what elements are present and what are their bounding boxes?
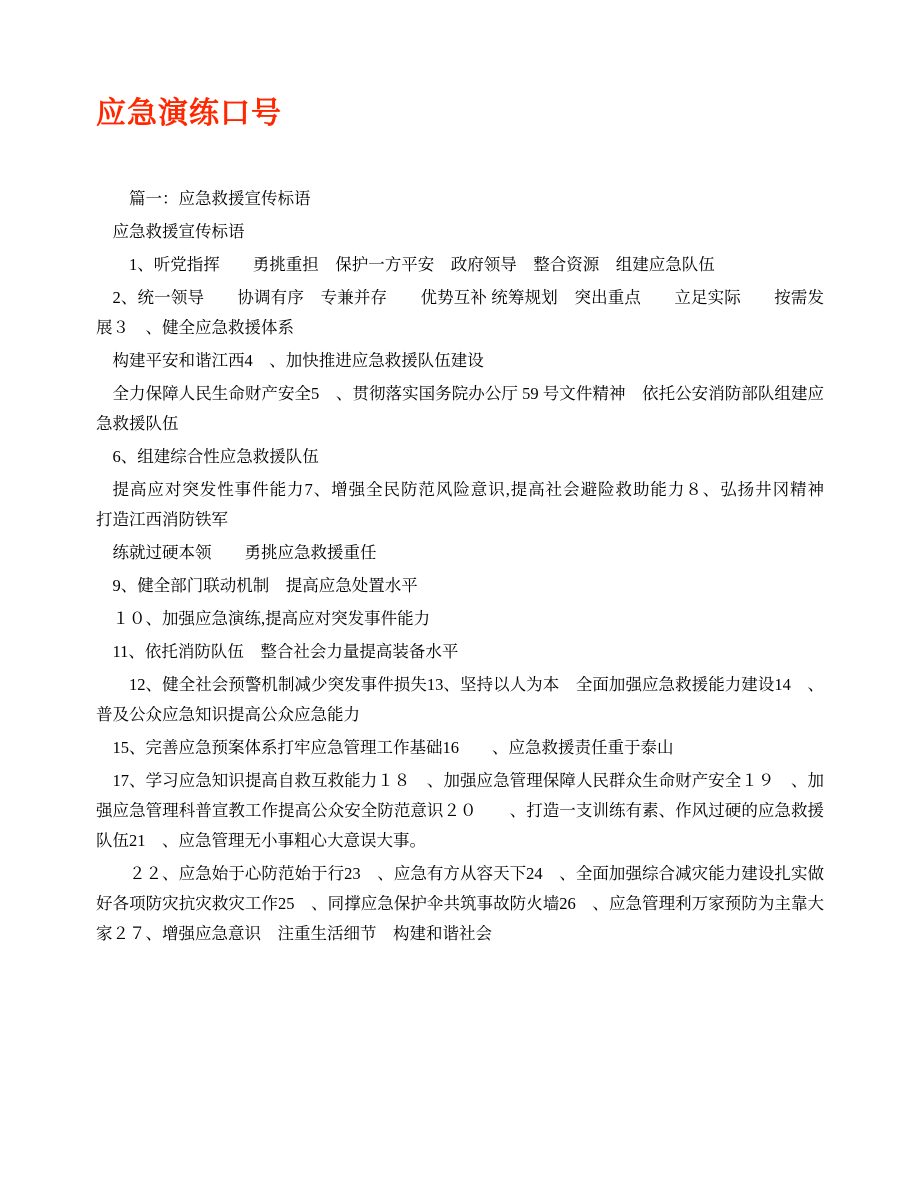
paragraph: 6、组建综合性应急救援队伍 [112, 447, 319, 466]
paragraph: 15、完善应急预案体系打牢应急管理工作基础16 、应急救援责任重于泰山 [112, 738, 674, 757]
paragraph: 篇一：应急救援宣传标语 [129, 189, 311, 208]
paragraph: １０、加强应急演练,提高应对突发事件能力 [112, 609, 431, 628]
paragraph: 提高应对突发性事件能力7、增强全民防范风险意识,提高社会避险救助能力８、弘扬井冈精神 打造江西消防铁军 [96, 480, 857, 529]
paragraph: 练就过硬本领 勇挑应急救援重任 [112, 543, 377, 562]
paragraph: 构建平安和谐江西4 、加快推进应急救援队伍建设 [112, 351, 484, 370]
document-body [96, 184, 857, 949]
paragraph: 17、学习应急知识提高自救互救能力１８ 、加强应急管理保障人民群众生命财产安全１９ 、加强应急管理科普宣教工作提高公众安全防范意识２０ 、打造一支训练有素、作风过硬的应急救援队伍21 、应急管理无小事粗心大意误大事。 [96, 771, 824, 850]
page-title: 应急演练口号 [96, 97, 282, 130]
paragraph: 11、依托消防队伍 整合社会力量提高装备水平 [112, 642, 459, 661]
paragraph: 应急救援宣传标语 [112, 222, 245, 241]
paragraph: 2、统一领导 协调有序 专兼并存 优势互补 统筹规划 突出重点 立足实际 按需发展３ 、健全应急救援体系 [96, 288, 824, 337]
paragraph: 12、健全社会预警机制减少突发事件损失13、坚持以人为本 全面加强应急救援能力建设14 、普及公众应急知识提高公众应急能力 [96, 675, 824, 724]
paragraph: ２２、应急始于心防范始于行23 、应急有方从容天下24 、全面加强综合减灾能力建设扎实做好各项防灾抗灾救灾工作25 、同撑应急保护伞共筑事故防火墙26 、应急管理利万家预防为主靠大家２７、增强应急意识 注重生活细节 构建和谐社会 [96, 864, 824, 943]
paragraph: 全力保障人民生命财产安全5 、贯彻落实国务院办公厅 59 号文件精神 依托公安消防部队组建应急救援队伍 [96, 384, 824, 433]
paragraph: 9、健全部门联动机制 提高应急处置水平 [112, 576, 418, 595]
paragraph: 1、听党指挥 勇挑重担 保护一方平安 政府领导 整合资源 组建应急队伍 [129, 255, 715, 274]
